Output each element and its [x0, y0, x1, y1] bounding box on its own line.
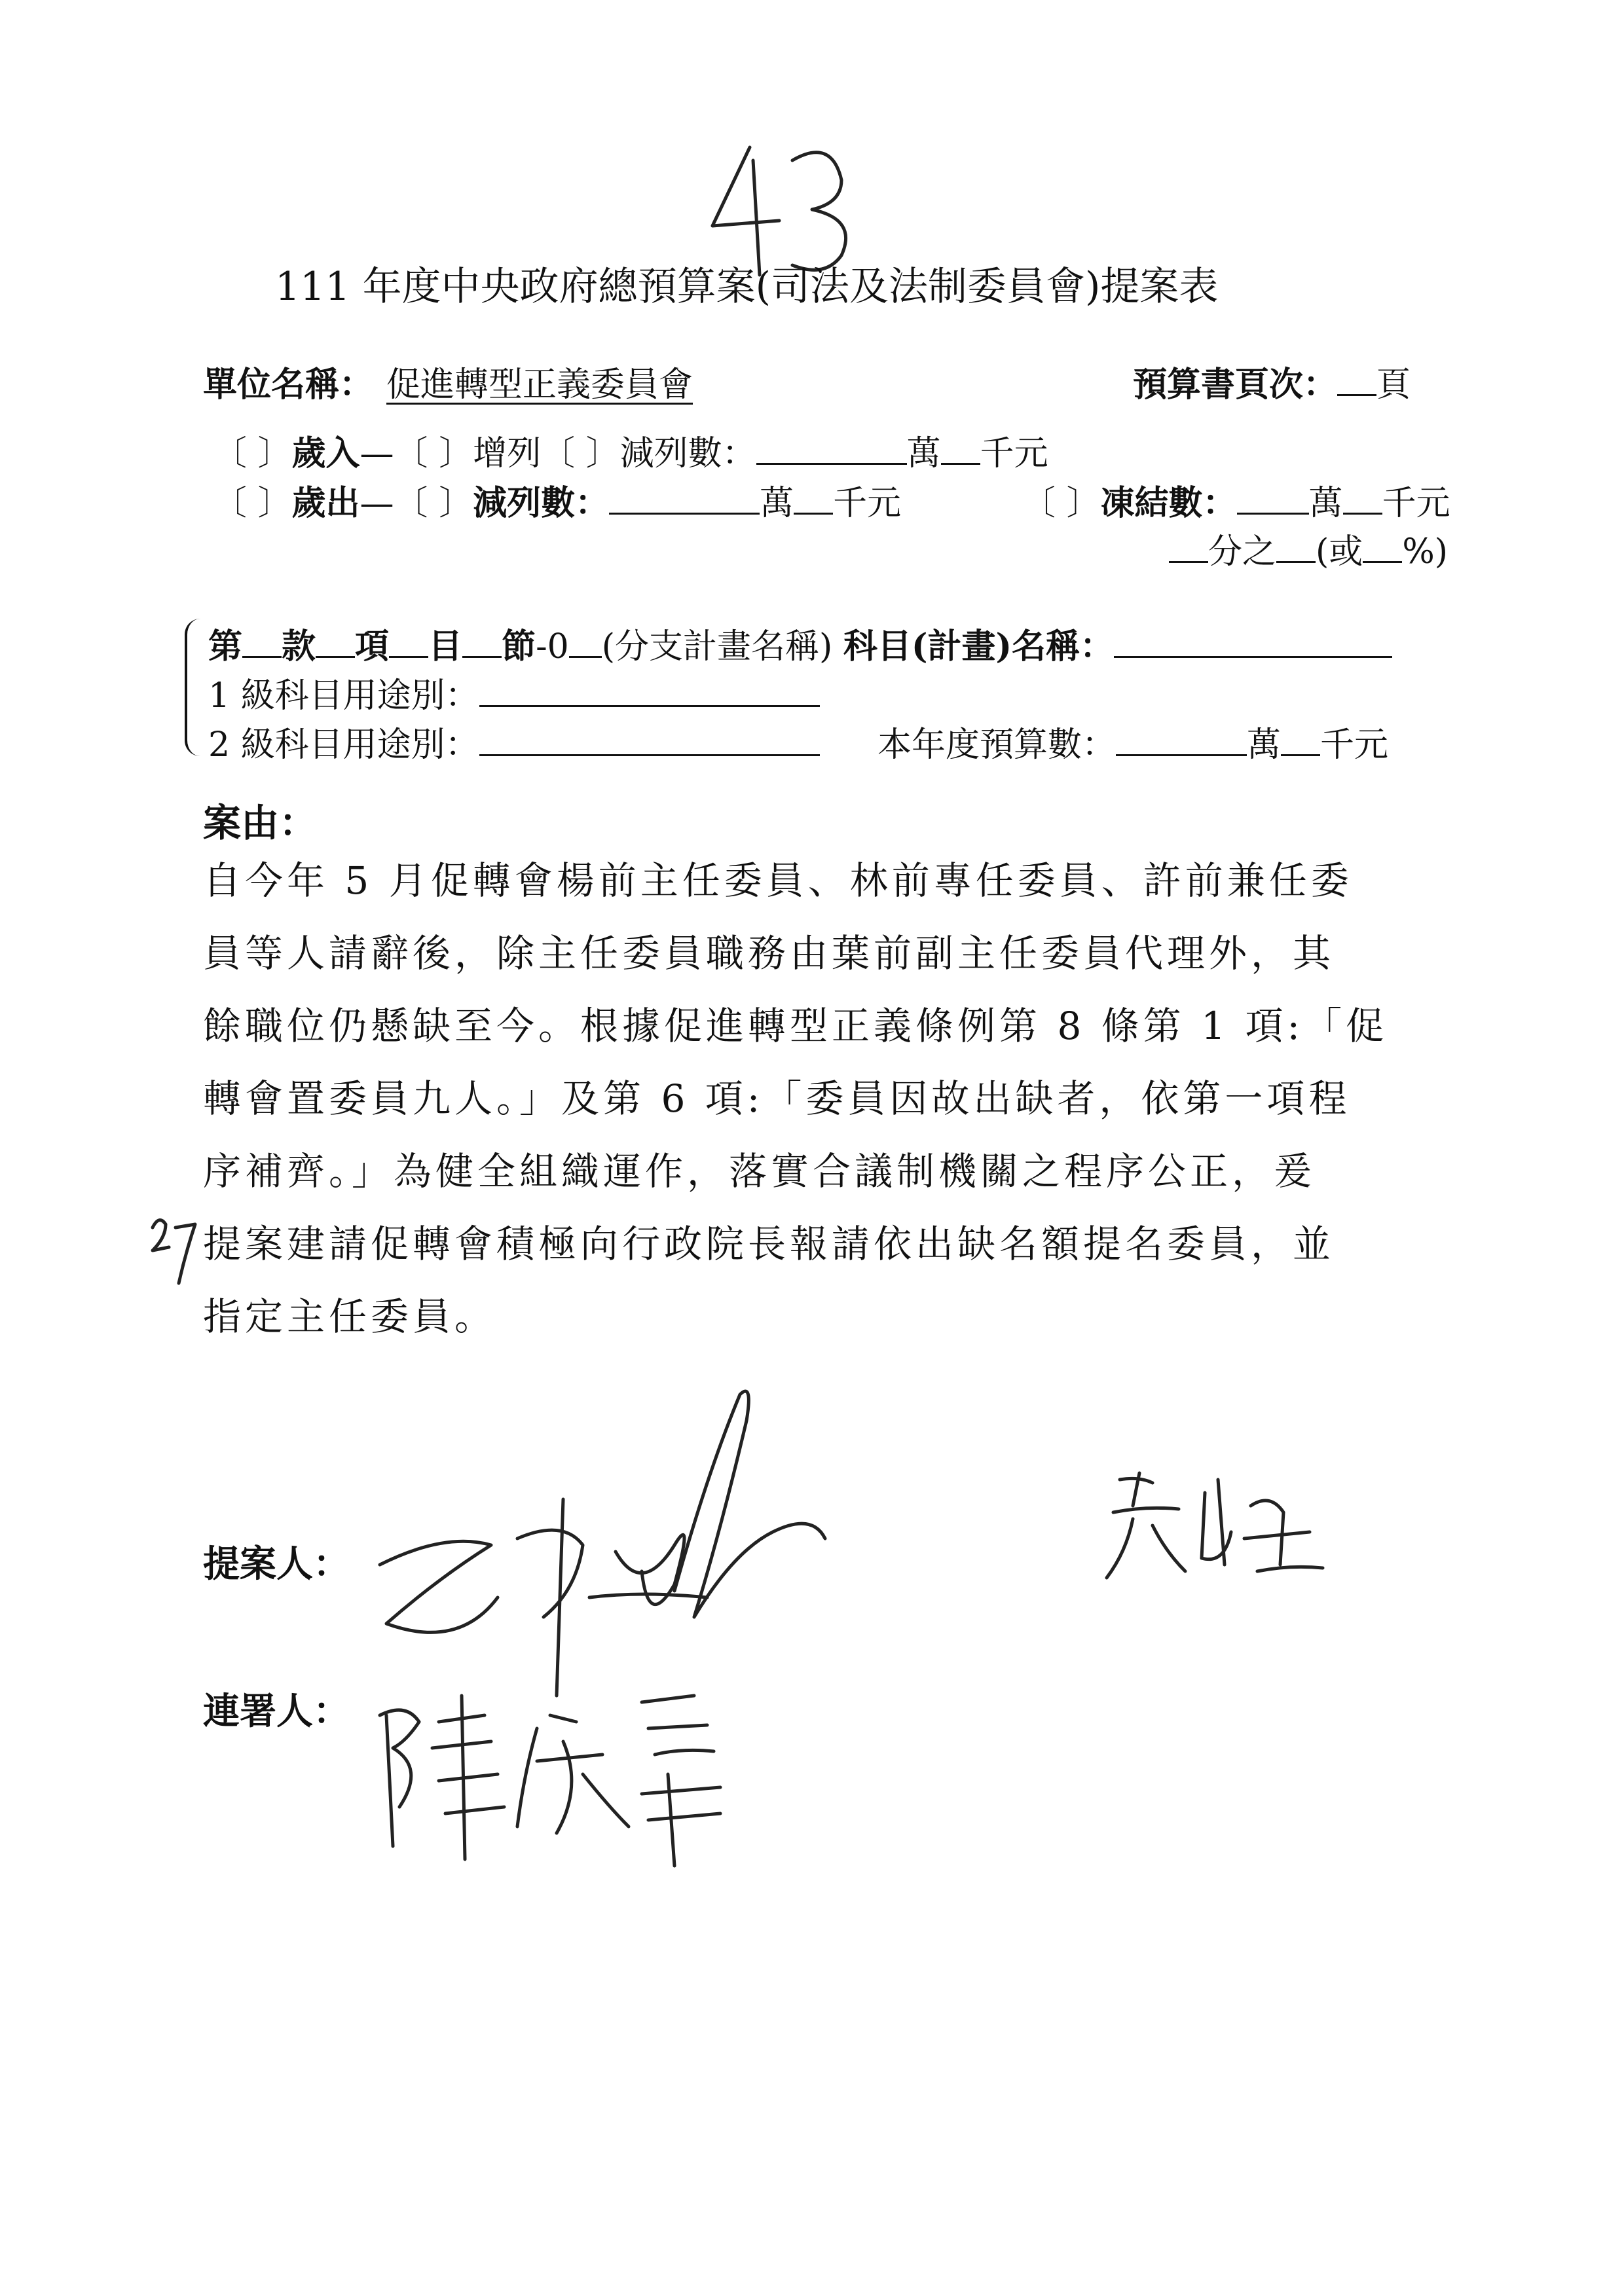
expenditure-decrease-count: 減列數：: [473, 483, 610, 523]
freeze-fraction: 分之: [1208, 532, 1277, 572]
reason-line: 自今年 5 月促轉會楊前主任委員、林前專任委員、許前兼任委: [203, 858, 1353, 903]
expenditure-unit-qian: 千元: [833, 484, 902, 523]
section-xiang: 項: [355, 627, 390, 666]
budget-page: [1133, 357, 1411, 406]
budget-page-label: 預算書頁次：: [1133, 365, 1338, 405]
revenue-unit-wan: 萬: [906, 434, 941, 473]
page-title: 111 年度中央政府總預算案(司法及法制委員會)提案表: [275, 264, 1219, 310]
freeze-percent: %): [1402, 532, 1449, 572]
section-jie: 節: [502, 627, 536, 666]
revenue-increase: 增列: [473, 434, 542, 473]
reason-label: 案由：: [203, 801, 318, 845]
expenditure-unit-wan: 萬: [760, 484, 794, 523]
revenue-decrease-checkbox: 〔 〕: [541, 434, 620, 473]
section-row: [208, 619, 1392, 668]
section-code: -0: [536, 627, 569, 666]
second-signature: [1094, 1467, 1329, 1597]
level2-label: 2 級科目用途別：: [208, 725, 479, 765]
annual-budget-unit-qian: 千元: [1320, 725, 1389, 765]
level1-row: [208, 668, 820, 717]
section-subject-name: 科目(計畫)名稱：: [843, 627, 1115, 666]
annual-budget-label: 本年度預算數：: [877, 725, 1116, 765]
section-mu: 目: [428, 627, 463, 666]
freeze-or: (或: [1316, 532, 1363, 572]
level1-label: 1 級科目用途別：: [208, 676, 479, 716]
revenue-increase-checkbox: 〔 〕: [394, 434, 473, 473]
margin-mark-27: [149, 1214, 202, 1286]
freeze-checkbox: 〔 〕: [1022, 484, 1101, 523]
level2-row: [208, 717, 820, 766]
section-bracket: [185, 619, 207, 756]
section-kuan: 款: [282, 627, 316, 666]
reason-line: 員等人請辭後，除主任委員職務由葉前副主任委員代理外，其: [203, 931, 1335, 975]
revenue-decrease-count: 減列數：: [619, 434, 756, 473]
annual-budget-unit-wan: 萬: [1247, 725, 1282, 765]
expenditure-decrease-checkbox: 〔 〕: [394, 484, 473, 523]
reason-line: 餘職位仍懸缺至今。根據促進轉型正義條例第 8 條第 1 項:「促: [203, 1004, 1388, 1048]
freeze-label: 凍結數：: [1100, 483, 1237, 523]
unit-label: 單位名稱：: [203, 365, 374, 405]
revenue-unit-qian: 千元: [980, 434, 1048, 473]
cosigner-signature: [367, 1676, 773, 1872]
freeze-row: [1022, 475, 1450, 524]
reason-line: 提案建請促轉會積極向行政院長報請依出缺名額提名委員，並: [203, 1222, 1335, 1266]
budget-page-suffix: 頁: [1376, 365, 1411, 405]
revenue-checkbox: 〔 〕: [213, 434, 292, 473]
cosigner-label: 連署人：: [203, 1690, 350, 1733]
unit-name: 促進轉型正義委員會: [386, 365, 693, 405]
proposer-signature: [367, 1381, 838, 1696]
section-di: 第: [208, 627, 243, 666]
section-branch-plan: (分支計畫名稱): [601, 627, 833, 666]
reason-body: [203, 845, 1388, 1353]
reason-line: 指定主任委員。: [203, 1294, 497, 1339]
proposer-label: 提案人：: [203, 1542, 350, 1586]
revenue-dash: —: [360, 434, 394, 473]
expenditure-label: 歲出: [291, 483, 360, 523]
freeze-ratio: [1169, 524, 1448, 573]
reason-line: 轉會置委員九人。」及第 6 項:「委員因故出缺者，依第一項程: [203, 1076, 1351, 1121]
expenditure-dash: —: [360, 484, 394, 523]
reason-line: 序補齊。」為健全組織運作，落實合議制機關之程序公正，爰: [203, 1149, 1316, 1194]
revenue-row: [213, 426, 1048, 475]
revenue-label: 歲入: [291, 433, 360, 473]
expenditure-checkbox: 〔 〕: [213, 484, 292, 523]
freeze-unit-wan: 萬: [1308, 484, 1343, 523]
freeze-unit-qian: 千元: [1382, 484, 1450, 523]
annual-budget-row: [877, 717, 1388, 766]
expenditure-row: [213, 475, 901, 524]
